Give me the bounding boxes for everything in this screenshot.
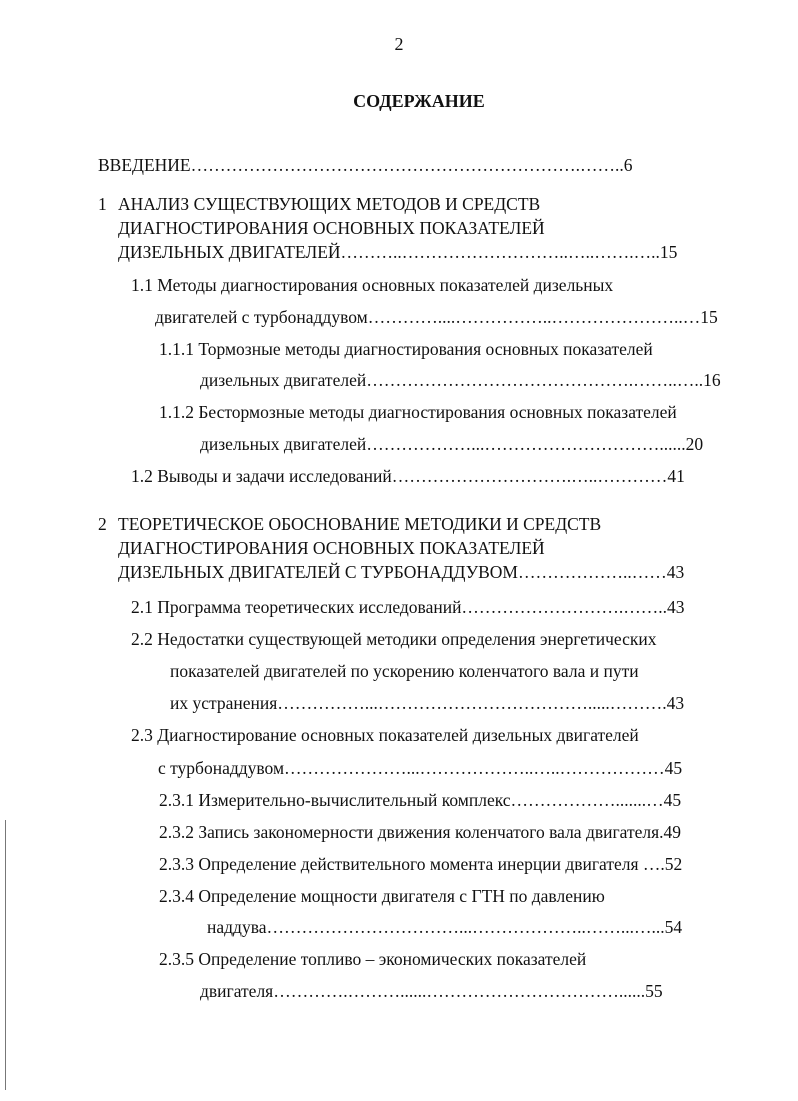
- toc-line: 1.1 Методы диагностирования основных показателей дизельных: [131, 275, 614, 295]
- toc-line: 2.3.5 Определение топливо – экономических показателей: [159, 949, 587, 969]
- page-number: 2: [394, 34, 404, 54]
- chapter-number: 2: [98, 514, 107, 534]
- toc-line: ДИАГНОСТИРОВАНИЯ ОСНОВНЫХ ПОКАЗАТЕЛЕЙ: [118, 218, 545, 238]
- toc-line: ВВЕДЕНИЕ………………………………………………………….……..6: [98, 155, 633, 175]
- chapter-number: 1: [98, 194, 107, 214]
- toc-line: двигателей с турбонаддувом…………....……………..…………………..…15: [155, 307, 718, 327]
- toc-line: наддува……………………………...………………..……...…...54: [207, 917, 683, 937]
- toc-line: с турбонаддувом…………………...………………..…..………………45: [158, 758, 683, 778]
- toc-line: ТЕОРЕТИЧЕСКОЕ ОБОСНОВАНИЕ МЕТОДИКИ И СРЕДСТВ: [118, 514, 602, 534]
- toc-line: их устранения……………...……………………………….....……….43: [170, 693, 685, 713]
- toc-line: 2.3.2 Запись закономерности движения коленчатого вала двигателя.49: [159, 822, 682, 842]
- toc-line: 1.1.1 Тормозные методы диагностирования основных показателей: [159, 339, 653, 359]
- toc-line: 2.3.3 Определение действительного момента инерции двигателя ….52: [159, 854, 683, 874]
- toc-line: 2.3 Диагностирование основных показателей дизельных двигателей: [131, 725, 639, 745]
- toc-line: дизельных двигателей………………...…………………………......20: [200, 434, 704, 454]
- toc-line: 2.2 Недостатки существующей методики определения энергетических: [131, 629, 657, 649]
- toc-line: показателей двигателей по ускорению коленчатого вала и пути: [170, 661, 639, 681]
- toc-line: 2.1 Программа теоретических исследований……………………….……..43: [131, 597, 685, 617]
- toc-line: ДИЗЕЛЬНЫХ ДВИГАТЕЛЕЙ………..………………………..…..…….…..15: [118, 242, 678, 262]
- toc-line: двигателя………….………......……………………………......55: [200, 981, 663, 1001]
- toc-line: 1.2 Выводы и задачи исследований………………………….…..…………41: [131, 466, 685, 486]
- toc-line: 2.3.4 Определение мощности двигателя с ГТН по давлению: [159, 886, 605, 906]
- toc-line: ДИАГНОСТИРОВАНИЯ ОСНОВНЫХ ПОКАЗАТЕЛЕЙ: [118, 538, 545, 558]
- toc-line: 1.1.2 Бестормозные методы диагностирования основных показателей: [159, 402, 677, 422]
- scan-margin-artifact: [5, 820, 6, 1090]
- toc-line: ДИЗЕЛЬНЫХ ДВИГАТЕЛЕЙ С ТУРБОНАДДУВОМ………………..……43: [118, 562, 685, 582]
- toc-line: дизельных двигателей……………………………………….……..…..16: [200, 370, 721, 390]
- page-title: СОДЕРЖАНИЕ: [353, 91, 485, 111]
- toc-line: АНАЛИЗ СУЩЕСТВУЮЩИХ МЕТОДОВ И СРЕДСТВ: [118, 194, 541, 214]
- toc-line: 2.3.1 Измерительно-вычислительный комплекс……………….......…45: [159, 790, 682, 810]
